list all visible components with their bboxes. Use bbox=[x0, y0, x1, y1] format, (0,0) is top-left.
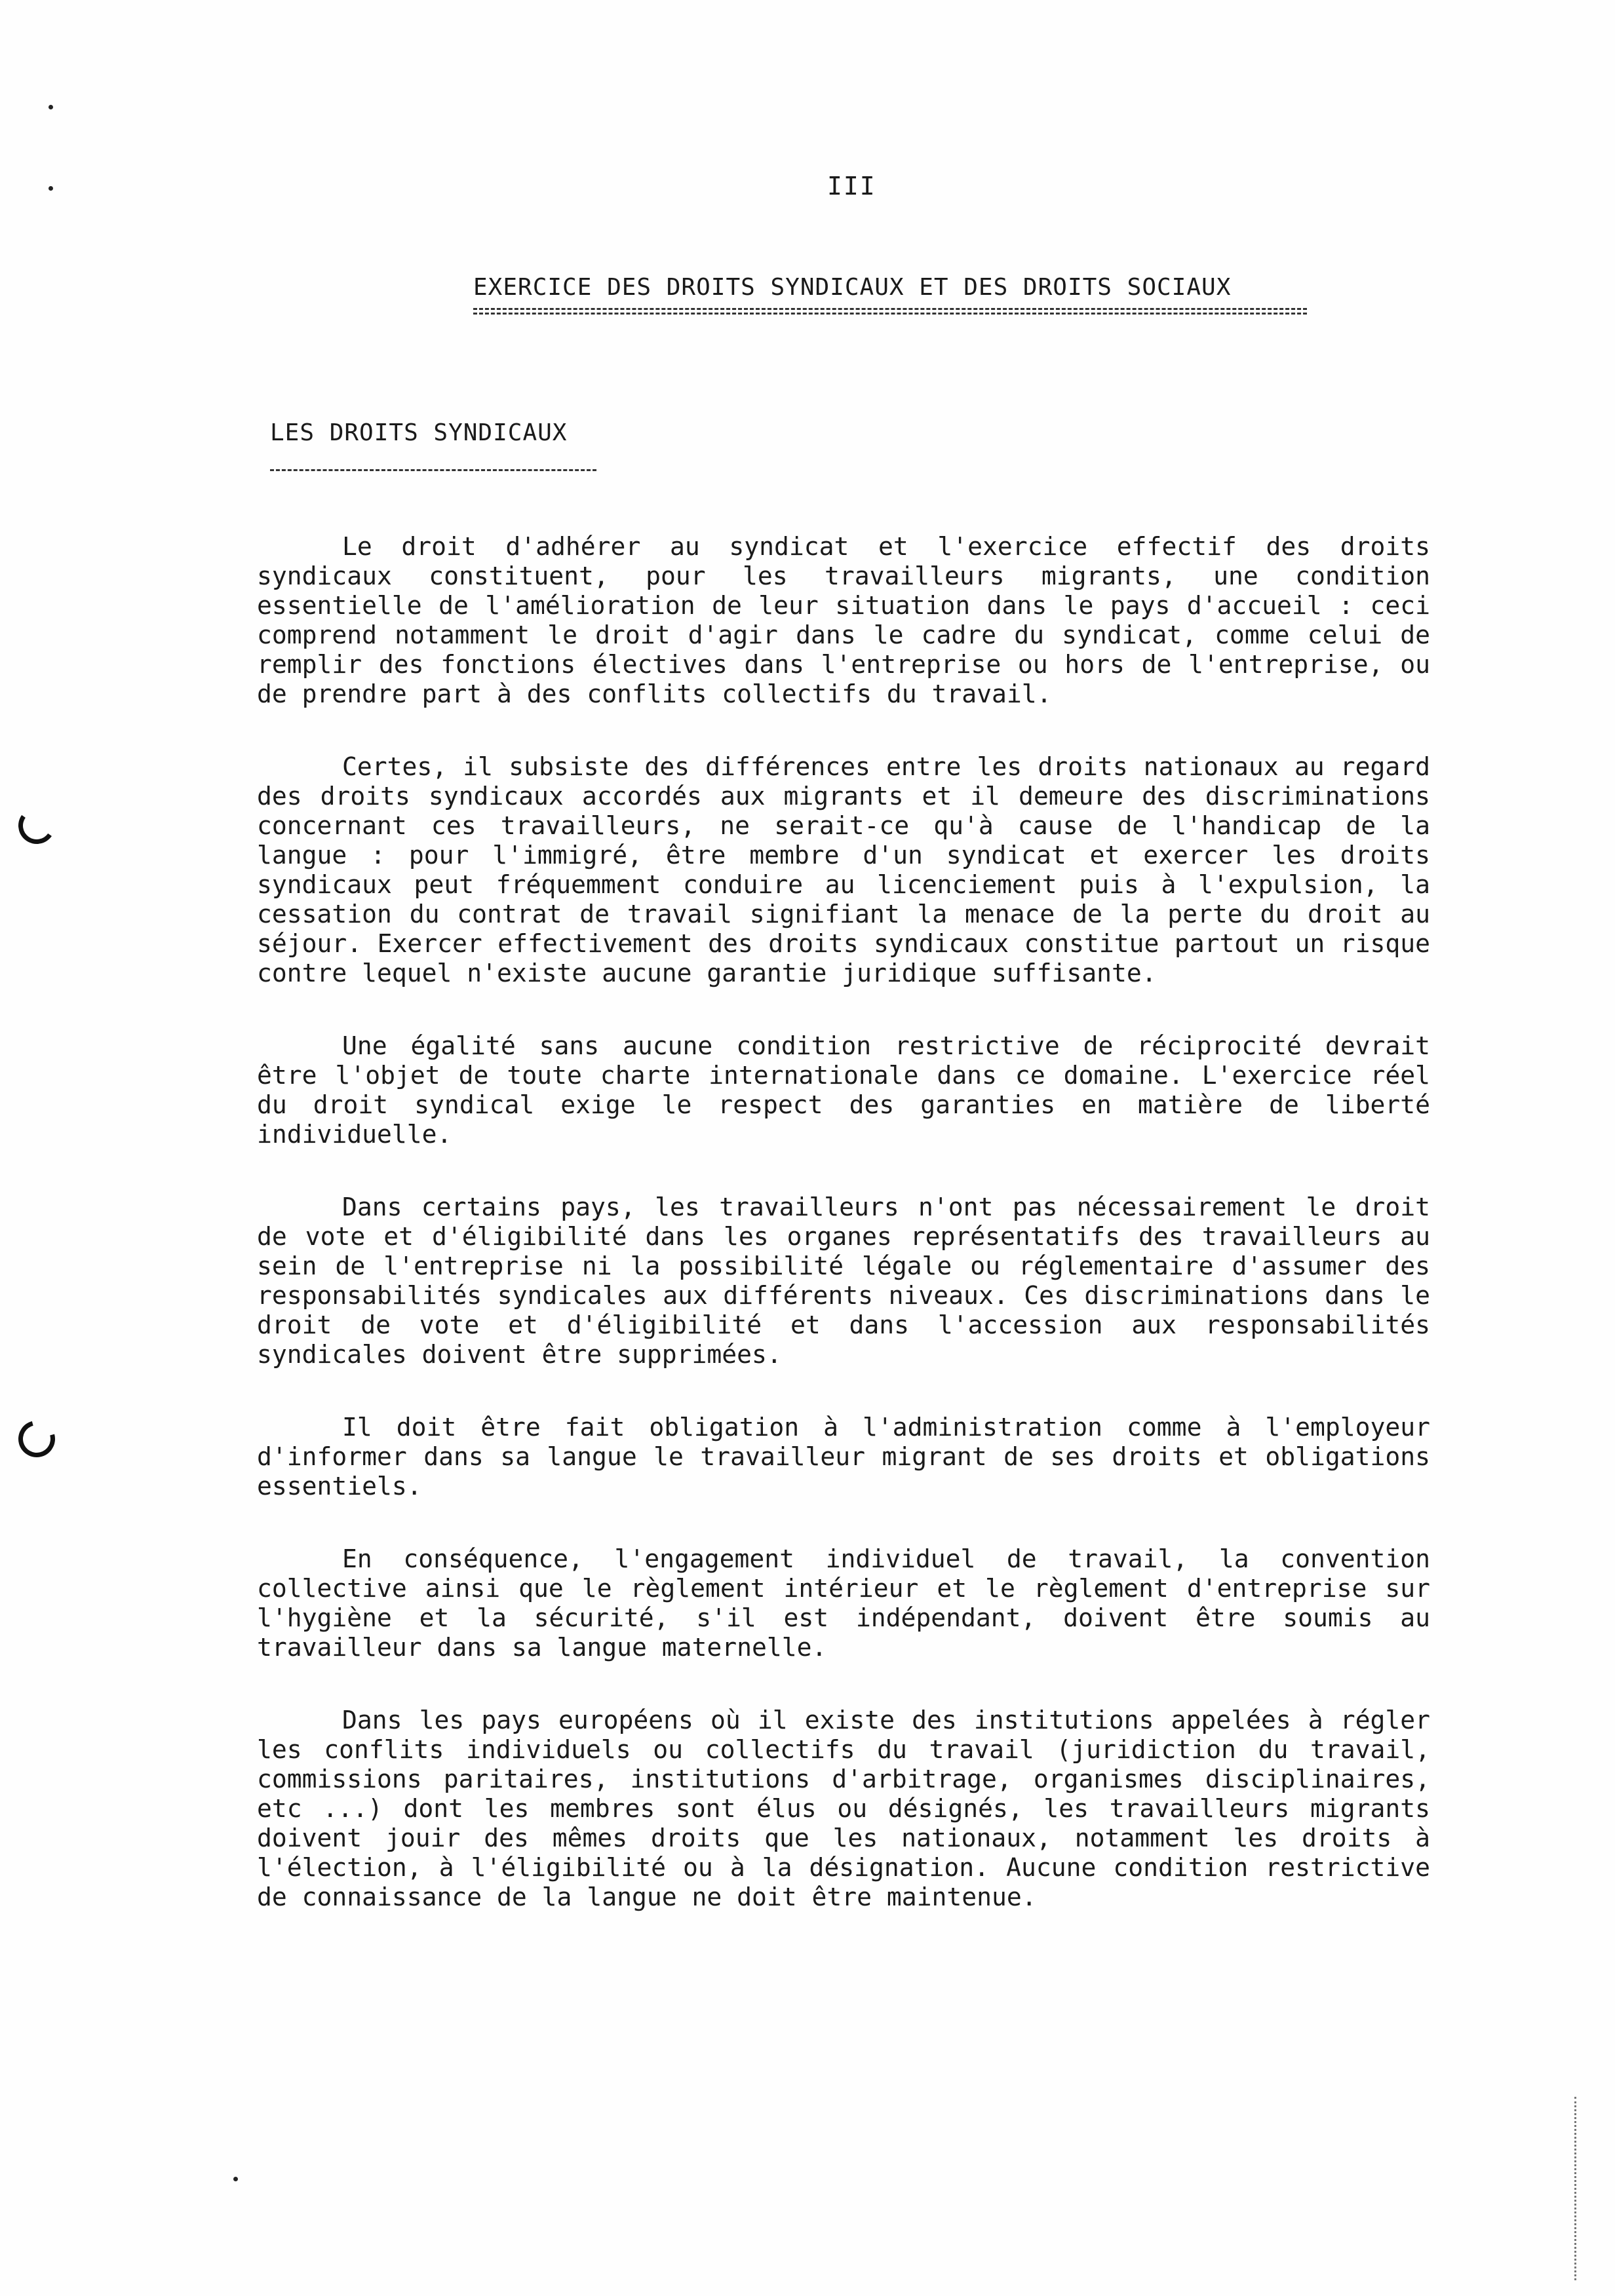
binding-hole-mark-icon bbox=[12, 1414, 62, 1464]
section-heading: LES DROITS SYNDICAUX bbox=[270, 419, 568, 446]
scan-speck bbox=[49, 105, 53, 109]
paragraph: Dans certains pays, les travailleurs n'ont pas nécessairement le droit de vote et d'éligibilité dans les organes représentatifs des travailleurs au sein de l'entreprise ni la possibilité légale ou réglementaire d'assumer des responsabilités syndicales aux différents niveaux. Ces discriminations dans le droit de vote et d'éligibilité et dans l'accession aux responsabilités syndicales doivent être supprimées. bbox=[257, 1193, 1430, 1369]
paragraph: Certes, il subsiste des différences entre les droits nationaux au regard des droits syndicaux accordés aux migrants et il demeure des discriminations concernant ces travailleurs, ne serait-ce qu'à cause de l'handicap de la langue : pour l'immigré, être membre d'un syndicat et exercer les droits syndicaux peut fréquemment conduire au licenciement puis à l'expulsion, la cessation du contrat de travail signifiant la menace de la perte du droit au séjour. Exercer effectivement des droits syndicaux constitue partout un risque contre lequel n'existe aucune garantie juridique suffisante. bbox=[257, 752, 1430, 987]
page-number: III bbox=[827, 172, 876, 201]
scan-speck bbox=[49, 186, 53, 191]
scan-speck bbox=[233, 2177, 238, 2181]
scan-edge-mark bbox=[1574, 2097, 1578, 2280]
paragraph: Il doit être fait obligation à l'administration comme à l'employeur d'informer dans sa langue le travailleur migrant de ses droits et obligations essentiels. bbox=[257, 1413, 1430, 1501]
paragraph: Une égalité sans aucune condition restrictive de réciprocité devrait être l'objet de toute charte internationale dans ce domaine. L'exercice réel du droit syndical exige le respect des garanties en matière de liberté individuelle. bbox=[257, 1031, 1430, 1149]
paragraph: Le droit d'adhérer au syndicat et l'exercice effectif des droits syndicaux constituent, pour les travailleurs migrants, une condition essentielle de l'amélioration de leur situation dans le pays d'accueil : ceci comprend notamment le droit d'agir dans le cadre du syndicat, comme celui de remplir des fonctions électives dans l'entreprise ou hors de l'entreprise, ou de prendre part à des conflits collectifs du travail. bbox=[257, 532, 1430, 708]
section-heading-underline bbox=[270, 469, 596, 471]
body-text bbox=[257, 532, 1430, 1912]
paragraph: Dans les pays européens où il existe des institutions appelées à régler les conflits individuels ou collectifs du travail (juridiction du travail, commissions paritaires, institutions d'arbitrage, organismes disciplinaires, etc ...) dont les membres sont élus ou désignés, les travailleurs migrants doivent jouir des mêmes droits que les nationaux, notamment les droits à l'élection, à l'éligibilité ou à la désignation. Aucune condition restrictive de connaissance de la langue ne doit être maintenue. bbox=[257, 1706, 1430, 1911]
paragraph: En conséquence, l'engagement individuel de travail, la convention collective ainsi que le règlement intérieur et le règlement d'entreprise sur l'hygiène et la sécurité, s'il est indépendant, doivent être soumis au travailleur dans sa langue maternelle. bbox=[257, 1544, 1430, 1662]
title-double-underline bbox=[473, 308, 1307, 315]
binding-hole-mark-icon bbox=[16, 805, 58, 847]
document-title: EXERCICE DES DROITS SYNDICAUX ET DES DROITS SOCIAUX bbox=[473, 274, 1232, 301]
